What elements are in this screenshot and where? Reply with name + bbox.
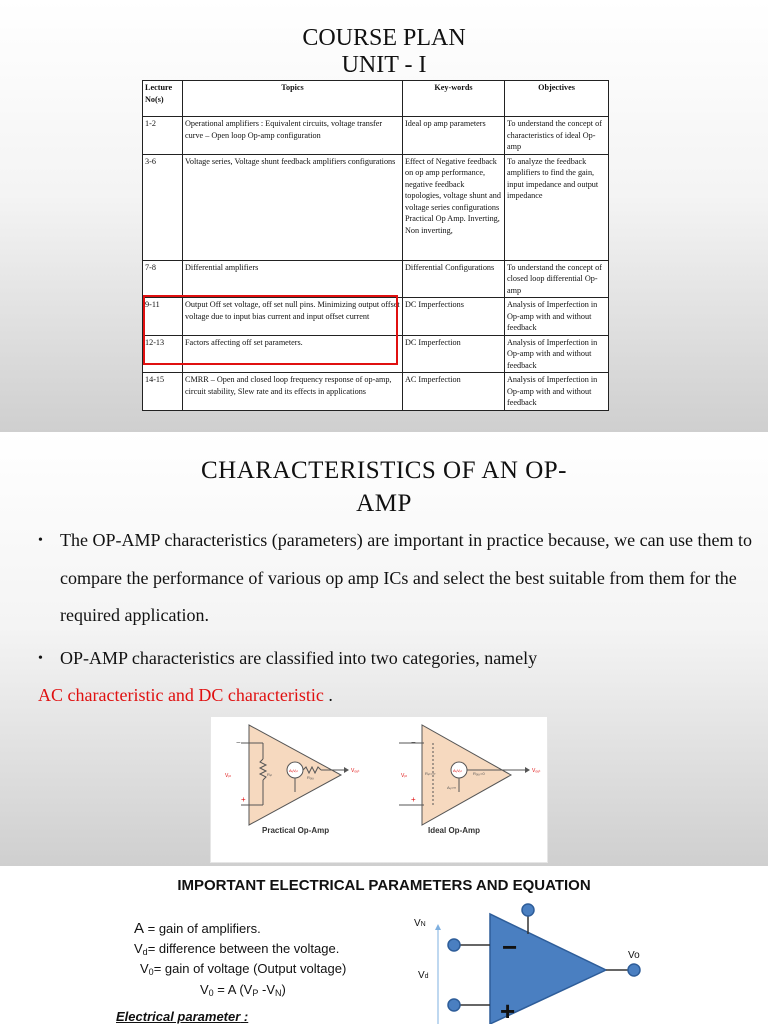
table-cell: 3-6: [143, 154, 183, 260]
vo-label: Vo: [628, 950, 640, 961]
table-cell: AC Imperfection: [403, 373, 505, 411]
table-cell: 14-15: [143, 373, 183, 411]
practical-opamp-diagram: [225, 725, 360, 835]
table-cell: Voltage series, Voltage shunt feedback amplifiers configurations: [183, 154, 403, 260]
vn-symbol: V: [414, 918, 421, 929]
ideal-opamp-diagram: [399, 725, 541, 835]
plus-sign: +: [500, 996, 516, 1024]
vout-label: Vₒᵤₜ: [351, 768, 360, 774]
minus-sign: −: [236, 738, 241, 747]
vin-label: Vᵢₙ: [401, 773, 408, 779]
highlight-box: [143, 295, 398, 365]
v0-symbol: V: [140, 961, 149, 976]
vd-symbol: V: [134, 941, 143, 956]
rin-label: Rᵢₙ: [267, 772, 273, 777]
vd-label: [418, 970, 429, 981]
slide-characteristics: [0, 432, 768, 866]
opamp-figure: [210, 716, 548, 863]
electrical-parameter-text: Electrical parameter: [116, 1009, 241, 1024]
colon-text: :: [240, 1009, 249, 1024]
source-label: AᵥVᵢₙ: [289, 768, 298, 773]
vd-definition: [134, 941, 339, 957]
table-cell: Operational amplifiers : Equivalent circuits, voltage transfer curve – Open loop Op-amp configuration: [183, 117, 403, 155]
rin-ideal-label: Rᵢₙ=∞: [425, 771, 436, 776]
bullet-dot-icon: •: [38, 533, 43, 548]
vd-diagram-symbol: V: [418, 970, 425, 981]
table-cell: To analyze the feedback amplifiers to find the gain, input impedance and output impedance: [505, 154, 609, 260]
slide-title: COURSE PLAN: [302, 25, 466, 51]
slide-subtitle: UNIT - I: [341, 52, 427, 78]
eq-p-sub: P: [252, 988, 259, 998]
slide-title: IMPORTANT ELECTRICAL PARAMETERS AND EQUATION: [177, 877, 591, 894]
vout-label: Vₒᵤₜ: [532, 768, 541, 774]
slide-parameters: [0, 866, 768, 1024]
vd-subscript: d: [142, 947, 148, 957]
title-line-2: AMP: [356, 490, 412, 517]
caption-practical: Practical Op-Amp: [262, 826, 330, 835]
bullet-text: The OP-AMP characteristics (parameters) are important in practice because, we can use them to compare the performance of various op amp ICs and select the best suitable from them for the required application.: [60, 530, 753, 625]
rout-ideal-label: Rₒᵤₜ=0: [473, 771, 485, 776]
rout-label: Rₒᵤₜ: [307, 775, 315, 780]
v0-definition: [140, 961, 346, 977]
v0-definition-text: = gain of voltage (Output voltage): [153, 961, 347, 976]
gain-equation: [200, 982, 286, 998]
table-cell: DC Imperfection: [403, 335, 505, 373]
table-cell: 12-13: [143, 335, 183, 373]
table-header: Topics: [183, 81, 403, 117]
bullet-text: OP-AMP characteristics are classified into two categories, namely: [60, 648, 538, 668]
table-row: [143, 117, 609, 155]
opamp-symbol-diagram: [410, 896, 660, 1024]
period-text: .: [323, 685, 333, 705]
plus-sign: +: [411, 795, 416, 804]
table-cell: 7-8: [143, 260, 183, 298]
bullet-item: [38, 640, 758, 678]
slide-title: [0, 454, 768, 520]
table-header: Objectives: [505, 81, 609, 117]
table-cell: Differential amplifiers: [183, 260, 403, 298]
table-cell: 9-11: [143, 298, 183, 336]
table-cell: Analysis of Imperfection in Op-amp with and without feedback: [505, 335, 609, 373]
table-cell: 1-2: [143, 117, 183, 155]
vin-label: Vᵢₙ: [225, 773, 232, 779]
table-cell: Differential Configurations: [403, 260, 505, 298]
eq-end: ): [281, 982, 286, 997]
table-row: [143, 154, 609, 260]
bullet-dot-icon: •: [38, 651, 43, 666]
table-cell: To understand the concept of closed loop differential Op-amp: [505, 260, 609, 298]
table-header: Key-words: [403, 81, 505, 117]
bullet-item: [38, 522, 758, 635]
source-label: AᵥVᵢₙ: [453, 768, 462, 773]
plus-sign: +: [241, 795, 246, 804]
title-line-1: CHARACTERISTICS OF AN OP-: [200, 457, 568, 484]
caption-ideal: Ideal Op-Amp: [428, 826, 481, 835]
table-cell: To understand the concept of characteristics of ideal Op-amp: [505, 117, 609, 155]
red-characteristics-text: AC characteristic and DC characteristic: [38, 685, 324, 705]
table-header: Lecture No(s): [143, 81, 183, 117]
eq-n-sub: N: [275, 988, 282, 998]
eq-mid: = A (V: [213, 982, 253, 997]
table-cell: Analysis of Imperfection in Op-amp with and without feedback: [505, 298, 609, 336]
v0-subscript: 0: [148, 967, 154, 977]
a-symbol: A: [134, 920, 145, 937]
vd-diagram-subscript: d: [424, 973, 429, 980]
eq-v: V: [200, 982, 209, 997]
table-row: [143, 260, 609, 298]
table-cell: DC Imperfections: [403, 298, 505, 336]
table-cell: CMRR – Open and closed loop frequency response of op-amp, circuit stability, Slew rate and its effects in applications: [183, 373, 403, 411]
minus-sign: −: [502, 932, 518, 962]
eq-v-sub: 0: [208, 988, 214, 998]
minus-sign: −: [411, 738, 416, 747]
highlight-text: [38, 685, 333, 706]
eq-mid2: -V: [258, 982, 275, 997]
table-cell: Analysis of Imperfection in Op-amp with and without feedback: [505, 373, 609, 411]
table-cell: Factors affecting off set parameters.: [183, 335, 403, 373]
vn-label: [414, 918, 426, 929]
av-ideal-label: Aᵥ=∞: [447, 785, 457, 790]
vd-definition-text: = difference between the voltage.: [147, 941, 340, 956]
vn-subscript: N: [420, 921, 426, 928]
table-cell: Effect of Negative feedback on op amp performance, negative feedback topologies, voltage shunt and voltage series configurations Practical Op Amp. Inverting, Non inverting,: [403, 154, 505, 260]
gain-definition: [134, 920, 261, 937]
table-cell: Ideal op amp parameters: [403, 117, 505, 155]
table-cell: Output Off set voltage, off set null pins. Minimizing output offset voltage due to input bias current and input offset current: [183, 298, 403, 336]
a-definition: = gain of amplifiers.: [144, 921, 261, 936]
electrical-parameter-heading: [116, 1009, 248, 1024]
opamp-diagrams: [211, 717, 547, 862]
table-row: [143, 373, 609, 411]
slide-course-plan: [0, 0, 768, 432]
